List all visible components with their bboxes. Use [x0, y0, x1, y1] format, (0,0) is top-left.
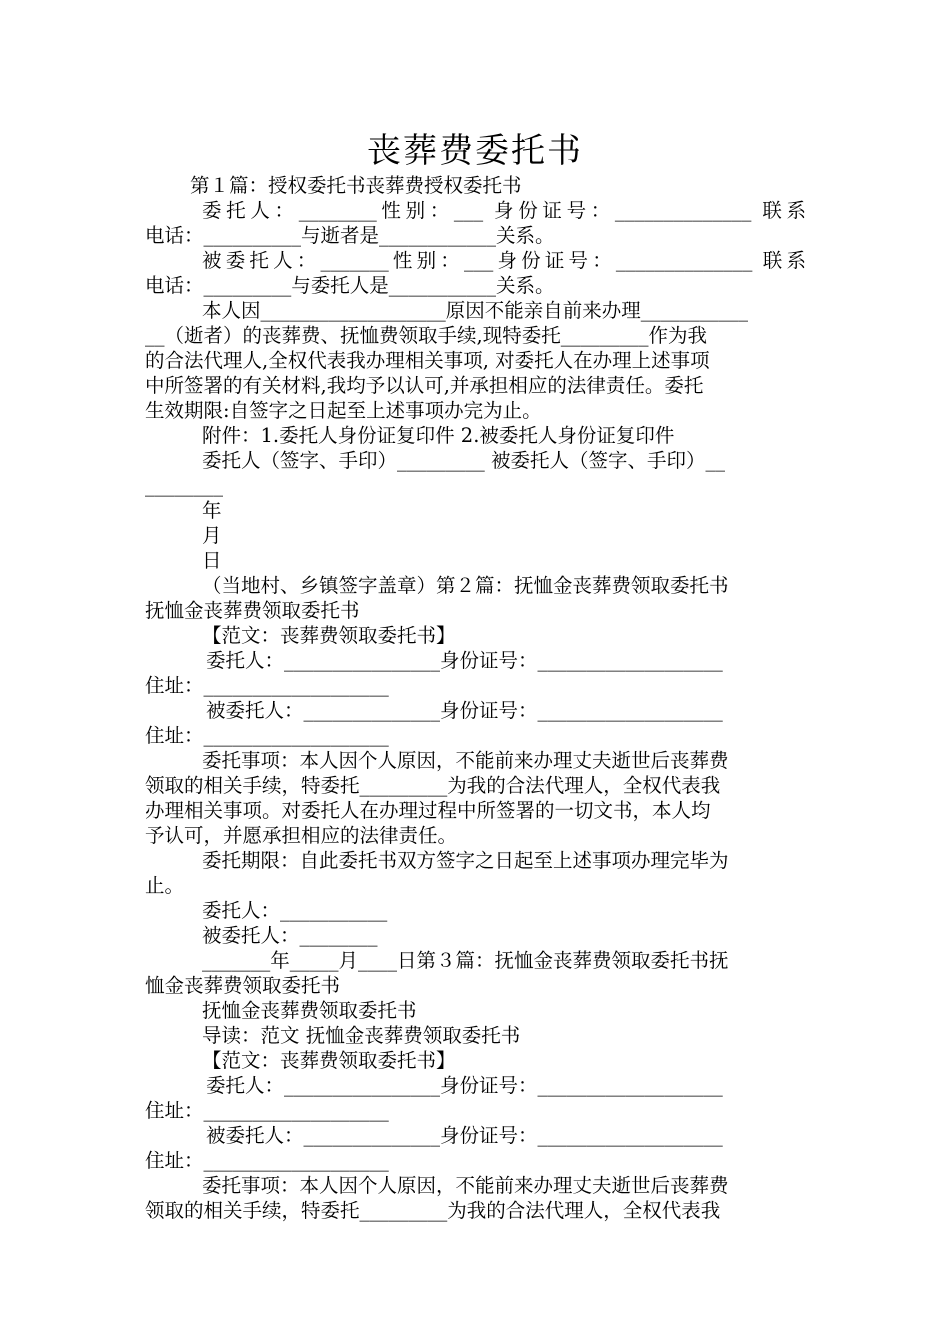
- body-line: __（逝者）的丧葬费、抚恤费领取手续,现特委托_________作为我: [145, 324, 707, 347]
- date-line: _______年_____月____日第３篇：抚恤金丧葬费领取委托书抚: [202, 949, 729, 972]
- section-heading: 第１篇：授权委托书丧葬费授权委托书: [190, 174, 522, 197]
- document-title: 丧葬费委托书: [367, 131, 583, 171]
- form-line: 住址：___________________: [145, 1149, 389, 1172]
- body-line: 委托事项：本人因个人原因，不能前来办理丈夫逝世后丧葬费: [202, 1174, 729, 1197]
- body-line: 领取的相关手续，特委托_________为我的合法代理人，全权代表我: [145, 774, 721, 797]
- form-line: 住址：___________________: [145, 1099, 389, 1122]
- body-line: 止。: [145, 874, 185, 897]
- signature-line: 委托人：___________: [202, 899, 388, 922]
- date-year: 年: [202, 499, 222, 522]
- body-line: 电话：__________与逝者是____________关系。: [145, 224, 555, 247]
- body-line: 生效期限:自签字之日起至上述事项办完为止。: [145, 399, 542, 422]
- body-line: 抚恤金丧葬费领取委托书: [145, 599, 360, 622]
- body-line: 电话：_________与委托人是___________关系。: [145, 274, 555, 297]
- form-line: 委托人：________________身份证号：___________________: [206, 649, 723, 672]
- body-line: 领取的相关手续，特委托_________为我的合法代理人，全权代表我: [145, 1199, 721, 1222]
- date-day: 日: [202, 549, 222, 572]
- section-heading: 抚恤金丧葬费领取委托书: [202, 999, 417, 1022]
- signature-line: 被委托人：________: [202, 924, 378, 947]
- intro-line: 导读：范文 抚恤金丧葬费领取委托书: [202, 1024, 521, 1047]
- body-line: 的合法代理人,全权代表我办理相关事项, 对委托人在办理上述事项: [145, 349, 710, 372]
- form-line: 委托人：________________身份证号：___________________: [206, 1074, 723, 1097]
- sample-heading: 【范文：丧葬费领取委托书】: [202, 1049, 456, 1072]
- signature-line: 委托人（签字、手印）_________ 被委托人（签字、手印）__: [202, 449, 725, 472]
- body-line: 恤金丧葬费领取委托书: [145, 974, 341, 997]
- section-heading: （当地村、乡镇签字盖章）第２篇：抚恤金丧葬费领取委托书: [202, 574, 729, 597]
- body-line: 委托事项：本人因个人原因，不能前来办理丈夫逝世后丧葬费: [202, 749, 729, 772]
- body-line: 被委托人：_______性别：___身份证号：______________ 联系: [202, 249, 806, 272]
- body-line: 委托期限：自此委托书双方签字之日起至上述事项办理完毕为: [202, 849, 729, 872]
- body-line: 办理相关事项。对委托人在办理过程中所签署的一切文书，本人均: [145, 799, 711, 822]
- date-month: 月: [202, 524, 222, 547]
- body-line: 中所签署的有关材料,我均予以认可,并承担相应的法律责任。委托: [145, 374, 704, 397]
- signature-blank: ________: [145, 474, 223, 497]
- body-line: 委托人：________性别：___ 身份证号：______________ 联系: [202, 199, 806, 222]
- body-line: 本人因___________________原因不能亲自前来办理___________: [202, 299, 749, 322]
- form-line: 住址：___________________: [145, 674, 389, 697]
- sample-heading: 【范文：丧葬费领取委托书】: [202, 624, 456, 647]
- body-line: 予认可，并愿承担相应的法律责任。: [145, 824, 458, 847]
- form-line: 住址：___________________: [145, 724, 389, 747]
- form-line: 被委托人：______________身份证号：___________________: [206, 699, 723, 722]
- form-line: 被委托人：______________身份证号：___________________: [206, 1124, 723, 1147]
- attachment-line: 附件：1.委托人身份证复印件 2.被委托人身份证复印件: [202, 424, 675, 447]
